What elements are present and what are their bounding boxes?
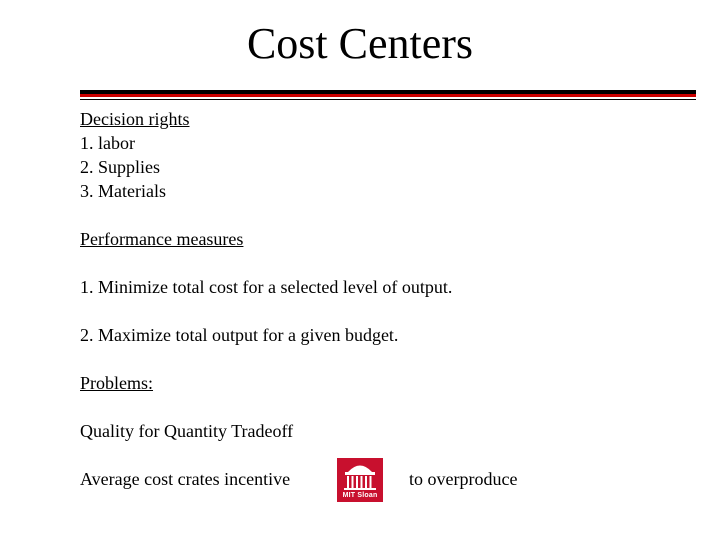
problems-heading: Problems: [80, 373, 154, 393]
problem-item-start: Average cost crates incentive [80, 469, 291, 489]
slide-title: Cost Centers [246, 19, 474, 68]
performance-measures-heading: Performance measures [80, 229, 244, 249]
decision-rights-item: 2. Supplies [80, 157, 161, 177]
problem-item-end: to overproduce [409, 469, 518, 489]
mit-dome-icon [337, 458, 383, 494]
logo-text: MIT Sloan [342, 492, 378, 499]
decision-rights-item: 1. labor [80, 133, 135, 153]
decision-rights-item: 3. Materials [80, 181, 166, 201]
performance-measure-item: 2. Maximize total output for a given budget. [80, 325, 399, 345]
performance-measure-item: 1. Minimize total cost for a selected level of output. [80, 277, 453, 297]
title-divider-red [80, 94, 696, 97]
title-divider-thin [80, 99, 696, 100]
decision-rights-heading: Decision rights [80, 109, 190, 129]
mit-sloan-logo [337, 458, 383, 502]
problem-item: Quality for Quantity Tradeoff [80, 421, 294, 441]
